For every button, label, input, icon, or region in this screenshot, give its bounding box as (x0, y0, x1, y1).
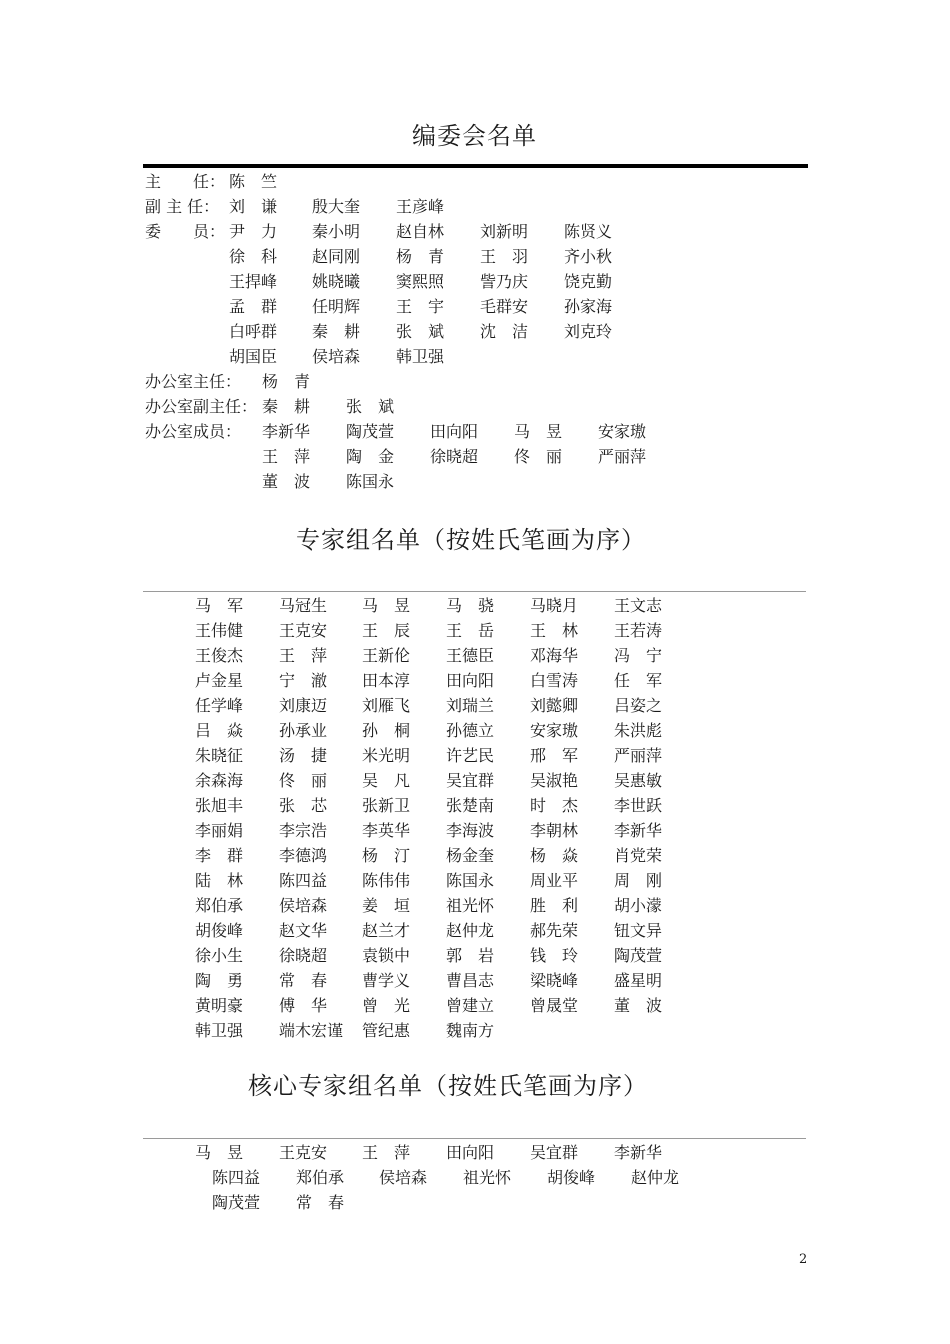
person-name: 孙 桐 (362, 721, 411, 740)
person-name: 宁 澈 (279, 671, 328, 690)
person-name: 马冠生 (279, 596, 328, 615)
person-name: 吴宜群 (446, 771, 495, 790)
person-name: 任 军 (614, 671, 663, 690)
person-name: 胡国臣 (229, 347, 278, 366)
person-name: 秦小明 (312, 222, 361, 241)
person-name: 赵自林 (396, 222, 445, 241)
person-name: 米光明 (362, 746, 411, 765)
person-name: 胜 利 (530, 896, 579, 915)
core-title-rule (143, 1138, 806, 1139)
person-name: 马晓月 (530, 596, 579, 615)
person-name: 佟 丽 (514, 447, 563, 466)
person-name: 刘瑞兰 (446, 696, 495, 715)
person-name: 冯 宁 (614, 646, 663, 665)
person-name: 杨 汀 (362, 846, 411, 865)
office-director-name: 杨 青 (262, 372, 311, 391)
person-name: 张 芯 (279, 796, 328, 815)
person-name: 曾建立 (446, 996, 495, 1015)
person-name: 肖党荣 (614, 846, 663, 865)
person-name: 汤 捷 (279, 746, 328, 765)
person-name: 沈 洁 (480, 322, 529, 341)
person-name: 侯培森 (279, 896, 328, 915)
person-name: 韩卫强 (396, 347, 445, 366)
person-name: 尹 力 (229, 222, 278, 241)
person-name: 王 林 (530, 621, 579, 640)
expert-title: 专家组名单（按姓氏笔画为序） (296, 526, 646, 554)
person-name: 张楚南 (446, 796, 495, 815)
person-name: 胡小濛 (614, 896, 663, 915)
deputy-name: 王彦峰 (396, 197, 445, 216)
editorial-title: 编委会名单 (412, 122, 537, 150)
person-name: 王 萍 (362, 1143, 411, 1162)
person-name: 周业平 (530, 871, 579, 890)
person-name: 吕姿之 (614, 696, 663, 715)
person-name: 祖光怀 (463, 1168, 512, 1187)
person-name: 董 波 (262, 472, 311, 491)
person-name: 陈四益 (279, 871, 328, 890)
person-name: 严丽萍 (614, 746, 663, 765)
person-name: 王 羽 (480, 247, 529, 266)
office-director-label: 办公室主任： (145, 372, 242, 391)
director-name: 陈 竺 (229, 172, 278, 191)
person-name: 田本淳 (362, 671, 411, 690)
person-name: 王俊杰 (195, 646, 244, 665)
person-name: 吴惠敏 (614, 771, 663, 790)
core-title: 核心专家组名单（按姓氏笔画为序） (248, 1072, 648, 1100)
person-name: 严丽萍 (598, 447, 647, 466)
person-name: 李新华 (262, 422, 311, 441)
person-name: 余森海 (195, 771, 244, 790)
person-name: 李新华 (614, 1143, 663, 1162)
person-name: 郭 岩 (446, 946, 495, 965)
person-name: 王捍峰 (229, 272, 278, 291)
person-name: 孙德立 (446, 721, 495, 740)
person-name: 胡俊峰 (547, 1168, 596, 1187)
person-name: 侯培森 (379, 1168, 428, 1187)
person-name: 訾乃庆 (480, 272, 529, 291)
person-name: 朱洪彪 (614, 721, 663, 740)
person-name: 陈四益 (212, 1168, 261, 1187)
person-name: 陈国永 (446, 871, 495, 890)
person-name: 毛群安 (480, 297, 529, 316)
person-name: 安家璈 (598, 422, 647, 441)
director-label: 主 任： (145, 172, 226, 191)
person-name: 韩卫强 (195, 1021, 244, 1040)
person-name: 杨金奎 (446, 846, 495, 865)
person-name: 秦 耕 (312, 322, 361, 341)
deputy-name: 刘 谦 (229, 197, 278, 216)
person-name: 张 斌 (396, 322, 445, 341)
person-name: 马 骁 (446, 596, 495, 615)
person-name: 白呼群 (229, 322, 278, 341)
person-name: 刘克玲 (564, 322, 613, 341)
person-name: 许艺民 (446, 746, 495, 765)
person-name: 白雪涛 (530, 671, 579, 690)
person-name: 马 昱 (514, 422, 563, 441)
page-number: 2 (799, 1252, 808, 1267)
person-name: 李海波 (446, 821, 495, 840)
person-name: 孟 群 (229, 297, 278, 316)
person-name: 王新伦 (362, 646, 411, 665)
person-name: 王德臣 (446, 646, 495, 665)
person-name: 佟 丽 (279, 771, 328, 790)
deputy-name: 殷大奎 (312, 197, 361, 216)
person-name: 王若涛 (614, 621, 663, 640)
person-name: 徐小生 (195, 946, 244, 965)
members-label: 委 员： (145, 222, 226, 241)
person-name: 陆 林 (195, 871, 244, 890)
person-name: 魏南方 (446, 1021, 495, 1040)
office-deputy-label: 办公室副主任： (145, 397, 258, 416)
person-name: 王 萍 (279, 646, 328, 665)
expert-title-rule (143, 591, 806, 592)
person-name: 马 军 (195, 596, 244, 615)
person-name: 徐晓超 (279, 946, 328, 965)
person-name: 郝先荣 (530, 921, 579, 940)
person-name: 李宗浩 (279, 821, 328, 840)
person-name: 王克安 (279, 621, 328, 640)
person-name: 张新卫 (362, 796, 411, 815)
person-name: 王 宇 (396, 297, 445, 316)
person-name: 郑伯承 (296, 1168, 345, 1187)
person-name: 曹学义 (362, 971, 411, 990)
person-name: 王文志 (614, 596, 663, 615)
person-name: 赵同刚 (312, 247, 361, 266)
person-name: 李朝林 (530, 821, 579, 840)
person-name: 任明辉 (312, 297, 361, 316)
person-name: 徐晓超 (430, 447, 479, 466)
deputy-label: 副 主 任： (145, 197, 220, 216)
person-name: 黄明豪 (195, 996, 244, 1015)
person-name: 安家璈 (530, 721, 579, 740)
person-name: 梁晓峰 (530, 971, 579, 990)
person-name: 李新华 (614, 821, 663, 840)
person-name: 姜 垣 (362, 896, 411, 915)
person-name: 钱 玲 (530, 946, 579, 965)
person-name: 田向阳 (446, 1143, 495, 1162)
person-name: 邓海华 (530, 646, 579, 665)
person-name: 曾晟堂 (530, 996, 579, 1015)
person-name: 吕 焱 (195, 721, 244, 740)
person-name: 钮文异 (614, 921, 663, 940)
person-name: 陶茂萱 (614, 946, 663, 965)
person-name: 侯培森 (312, 347, 361, 366)
person-name: 齐小秋 (564, 247, 613, 266)
person-name: 刘新明 (480, 222, 529, 241)
person-name: 赵兰才 (362, 921, 411, 940)
person-name: 姚晓曦 (312, 272, 361, 291)
person-name: 赵文华 (279, 921, 328, 940)
person-name: 王克安 (279, 1143, 328, 1162)
person-name: 陶 勇 (195, 971, 244, 990)
person-name: 盛星明 (614, 971, 663, 990)
person-name: 李英华 (362, 821, 411, 840)
person-name: 李 群 (195, 846, 244, 865)
person-name: 邢 军 (530, 746, 579, 765)
person-name: 田向阳 (430, 422, 479, 441)
person-name: 刘康迈 (279, 696, 328, 715)
person-name: 张旭丰 (195, 796, 244, 815)
person-name: 朱晓征 (195, 746, 244, 765)
person-name: 吴淑艳 (530, 771, 579, 790)
office-members-label: 办公室成员： (145, 422, 242, 441)
person-name: 杨 焱 (530, 846, 579, 865)
person-name: 王 萍 (262, 447, 311, 466)
person-name: 曾 光 (362, 996, 411, 1015)
person-name: 田向阳 (446, 671, 495, 690)
person-name: 徐 科 (229, 247, 278, 266)
person-name: 袁锁中 (362, 946, 411, 965)
person-name: 刘雁飞 (362, 696, 411, 715)
person-name: 管纪惠 (362, 1021, 411, 1040)
person-name: 端木宏谨 (279, 1021, 344, 1040)
person-name: 郑伯承 (195, 896, 244, 915)
person-name: 王伟健 (195, 621, 244, 640)
person-name: 祖光怀 (446, 896, 495, 915)
person-name: 卢金星 (195, 671, 244, 690)
person-name: 胡俊峰 (195, 921, 244, 940)
person-name: 王 辰 (362, 621, 411, 640)
person-name: 杨 青 (396, 247, 445, 266)
person-name: 曹昌志 (446, 971, 495, 990)
person-name: 窦熙照 (396, 272, 445, 291)
person-name: 赵仲龙 (446, 921, 495, 940)
person-name: 马 昱 (362, 596, 411, 615)
person-name: 陶茂萱 (212, 1193, 261, 1212)
person-name: 孙承业 (279, 721, 328, 740)
person-name: 常 春 (279, 971, 328, 990)
person-name: 孙家海 (564, 297, 613, 316)
person-name: 傅 华 (279, 996, 328, 1015)
person-name: 董 波 (614, 996, 663, 1015)
person-name: 陈国永 (346, 472, 395, 491)
person-name: 任学峰 (195, 696, 244, 715)
person-name: 刘懿卿 (530, 696, 579, 715)
person-name: 陶茂萱 (346, 422, 395, 441)
person-name: 饶克勤 (564, 272, 613, 291)
person-name: 李丽娟 (195, 821, 244, 840)
person-name: 陈伟伟 (362, 871, 411, 890)
person-name: 常 春 (296, 1193, 345, 1212)
person-name: 王 岳 (446, 621, 495, 640)
person-name: 陶 金 (346, 447, 395, 466)
person-name: 陈贤义 (564, 222, 613, 241)
person-name: 吴宜群 (530, 1143, 579, 1162)
person-name: 吴 凡 (362, 771, 411, 790)
person-name: 周 刚 (614, 871, 663, 890)
editorial-title-rule (143, 164, 808, 168)
person-name: 时 杰 (530, 796, 579, 815)
person-name: 赵仲龙 (631, 1168, 680, 1187)
person-name: 李世跃 (614, 796, 663, 815)
office-deputy-name: 张 斌 (346, 397, 395, 416)
person-name: 马 昱 (195, 1143, 244, 1162)
person-name: 李德鸿 (279, 846, 328, 865)
office-deputy-name: 秦 耕 (262, 397, 311, 416)
